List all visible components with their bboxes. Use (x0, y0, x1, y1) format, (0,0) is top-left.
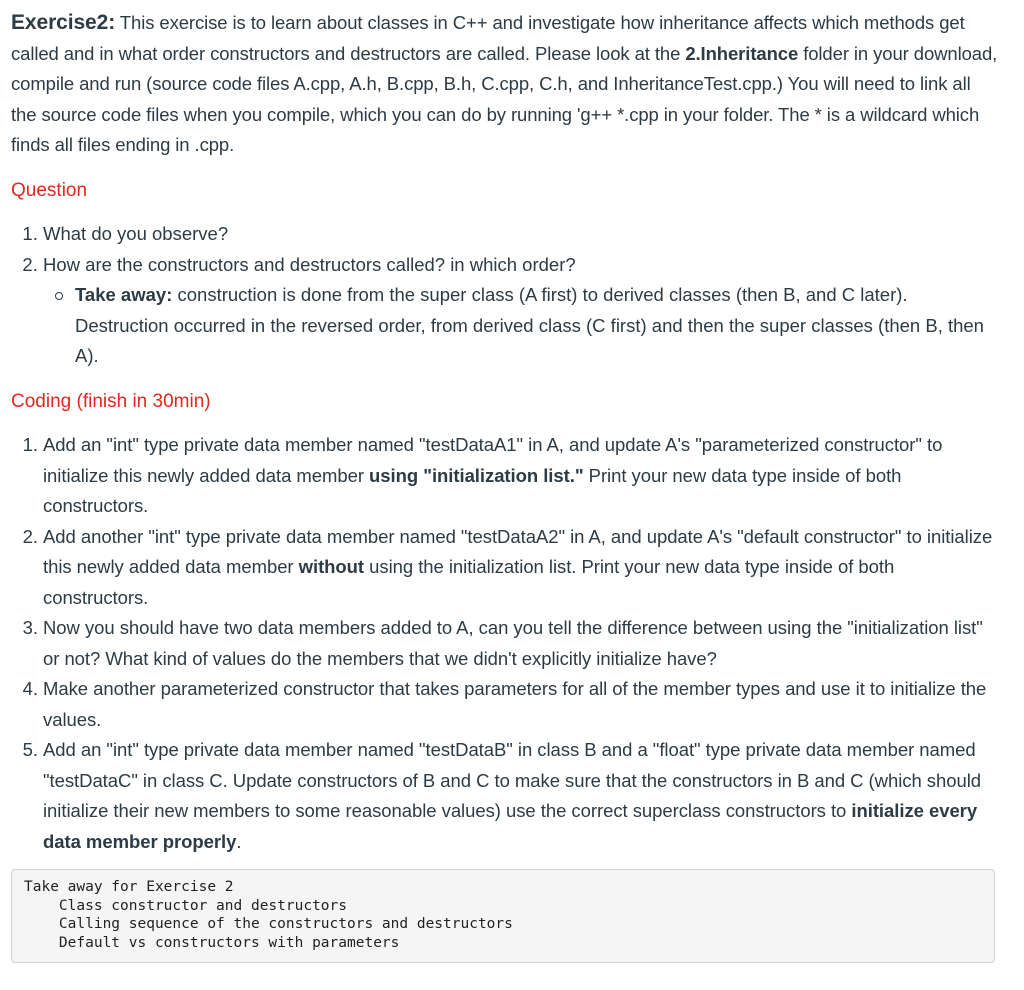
coding-item-4 (43, 674, 1000, 735)
code-box-line-1: Class constructor and destructors (24, 897, 348, 914)
coding-item-5-emphasis: initialize every data member properly (43, 800, 978, 852)
question-item-2 (43, 250, 1000, 372)
intro-paragraph (11, 8, 1000, 161)
takeaway-text: construction is done from the super class (A first) to derived classes (then B, and C later). Destruction occurred in the reversed order, from derived class (C first) and then the super classes (then B, then A). (75, 284, 984, 366)
code-box-line-3: Default vs constructors with parameters (24, 934, 400, 951)
coding-item-5-tail: . (236, 830, 242, 852)
takeaway-list (43, 280, 1000, 372)
question-item-1-text: What do you observe? (43, 223, 229, 244)
code-box-line-2: Calling sequence of the constructors and destructors (24, 916, 513, 932)
coding-item-5 (43, 735, 1000, 857)
question-item-2-text: How are the constructors and destructors called? in which order? (43, 253, 576, 275)
folder-name: 2.Inheritance (685, 42, 799, 64)
coding-item-1-tail: Print your new data type inside of both constructors. (43, 464, 902, 516)
intro-text-1: This exercise is to learn about classes in C++ and investigate how inheritance affects which methods get called and in what order constructors and destructors are called. Please look at the (11, 12, 965, 64)
question-item-1 (43, 219, 1000, 250)
coding-item-2-emphasis: without (298, 556, 365, 577)
coding-item-1-text: Add an "int" type private data member named "testDataA1" in A, and update A's "parameterized constructor" to initialize this newly added data member (43, 434, 943, 486)
coding-item-1 (43, 430, 1000, 522)
coding-list (11, 430, 1000, 857)
intro-text-2: folder in your download, compile and run (source code files A.cpp, A.h, B.cpp, B.h, C.cpp, C.h, and InheritanceTest.cpp.) You will need to link all the source code files when you compile, which you can do by running 'g++ *.cpp in your folder. The * is a wildcard which finds all files ending in .cpp. (11, 42, 998, 155)
coding-heading: Coding (finish in 30min) (11, 390, 211, 412)
exercise-title: Exercise2: (11, 11, 116, 34)
coding-item-4-text: Make another parameterized constructor that takes parameters for all of the member types and use it to initialize the values. (43, 678, 987, 730)
coding-item-1-emphasis: using "initialization list." (369, 464, 584, 486)
coding-item-2 (43, 522, 1000, 614)
question-list (11, 219, 1000, 372)
takeaway-label: Take away: (75, 284, 173, 305)
takeaway-code-box (11, 869, 995, 963)
coding-item-3-text: Now you should have two data members added to A, can you tell the difference between using the "initialization list" or not? What kind of values do the members that we didn't explicitly initialize have? (43, 617, 983, 669)
coding-item-2-text: Add another "int" type private data member named "testDataA2" in A, and update A's "default constructor" to initialize this newly added data member (43, 525, 993, 577)
code-box-title: Take away for Exercise 2 (24, 879, 234, 895)
coding-item-5-text: Add an "int" type private data member named "testDataB" in class B and a "float" type private data member named "testDataC" in class C. Update constructors of B and C to make sure that the constructors in B and C (which should initialize their new members to some reasonable values) use the correct superclass constructors to (43, 739, 982, 821)
question-heading: Question (11, 179, 88, 201)
takeaway-item (75, 280, 1000, 372)
coding-item-3 (43, 613, 1000, 674)
coding-item-2-tail: using the initialization list. Print your new data type inside of both constructors. (43, 556, 895, 608)
